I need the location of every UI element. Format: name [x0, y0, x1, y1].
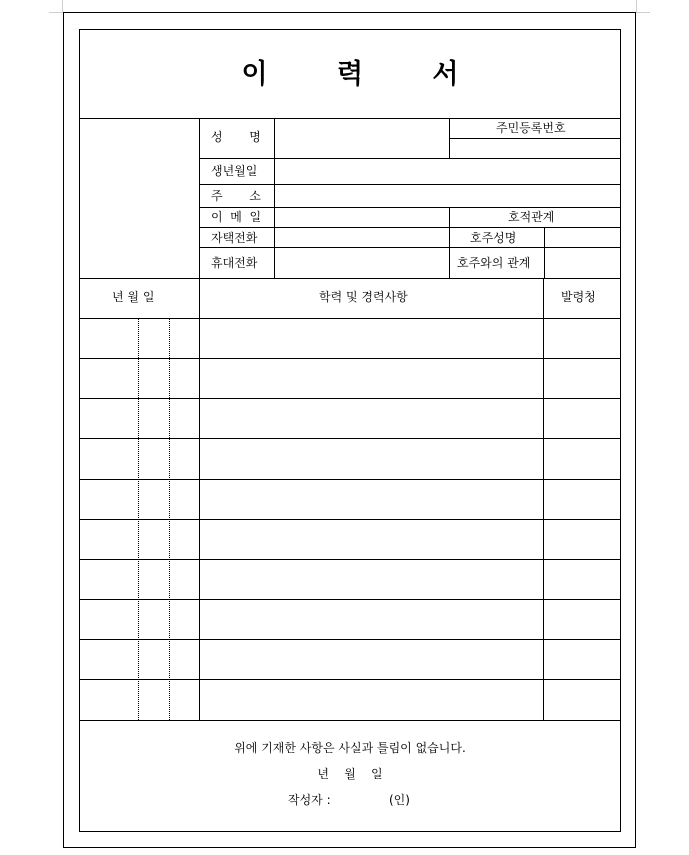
date-line: 년 월 일 [317, 767, 383, 781]
birthdate-label: 생년월일 [211, 164, 258, 178]
relation-with-head-label: 호주와의 관계 [457, 256, 531, 270]
issuer-column-header: 발령청 [561, 290, 596, 304]
family-relation-label: 호적관계 [508, 210, 555, 224]
address-label: 주 소 [211, 189, 261, 203]
head-name-label: 호주성명 [470, 231, 517, 245]
mobile-label: 휴대전화 [211, 256, 258, 270]
date-column-header: 년 월 일 [112, 290, 155, 304]
content-column-header: 학력 및 경력사항 [319, 290, 408, 304]
resident-number-label: 주민등록번호 [496, 121, 566, 135]
page-title: 이 력 서 [241, 59, 489, 90]
declaration-text: 위에 기재한 사항은 사실과 틀림이 없습니다. [234, 741, 466, 755]
name-label: 성 명 [211, 130, 261, 144]
resume-form-border [79, 29, 621, 832]
seal-mark: (인) [389, 793, 410, 807]
email-label: 이 메 일 [211, 210, 262, 224]
home-phone-label: 자택전화 [211, 231, 258, 245]
author-label: 작성자 : [288, 793, 331, 807]
